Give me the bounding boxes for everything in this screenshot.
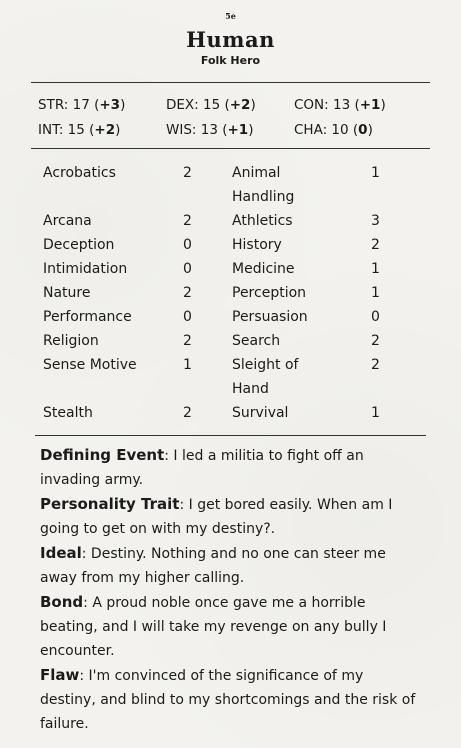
ability-scores bbox=[38, 92, 430, 142]
trait-text: : I get bored easily. When am I going to get on with my destiny?. bbox=[40, 497, 393, 537]
ability-row bbox=[38, 117, 430, 142]
skill-value: 2 bbox=[183, 333, 192, 349]
skill-name: Religion bbox=[43, 333, 99, 349]
skill-value: 2 bbox=[371, 237, 380, 253]
race-title: Human bbox=[186, 27, 275, 52]
skill-name: Acrobatics bbox=[43, 165, 116, 181]
skill-name: Survival bbox=[232, 405, 289, 421]
background-subtitle: Folk Hero bbox=[200, 54, 261, 67]
skill-value: 1 bbox=[371, 261, 380, 277]
divider-middle bbox=[31, 148, 430, 149]
skill-value: 0 bbox=[183, 309, 192, 325]
ability-wis: WIS: 13 (+1) bbox=[166, 121, 254, 138]
trait-text: : A proud noble once gave me a horrible beating, and I will take my revenge on any bully I encounter. bbox=[40, 595, 387, 659]
skill-value: 2 bbox=[183, 285, 192, 301]
trait-ideal bbox=[40, 541, 420, 590]
skill-name: Performance bbox=[43, 309, 132, 325]
skill-name: Stealth bbox=[43, 405, 93, 421]
ability-str: STR: 17 (+3) bbox=[38, 96, 126, 113]
trait-flaw bbox=[40, 663, 420, 736]
ability-row bbox=[38, 92, 430, 117]
skill-value: 0 bbox=[183, 237, 192, 253]
skill-name: Athletics bbox=[232, 213, 293, 229]
skill-name: Persuasion bbox=[232, 309, 308, 325]
trait-bond bbox=[40, 590, 420, 663]
skill-row bbox=[43, 233, 403, 257]
divider-top bbox=[31, 82, 430, 83]
skill-name: Medicine bbox=[232, 261, 295, 277]
skill-row bbox=[43, 281, 403, 305]
skill-value: 1 bbox=[371, 405, 380, 421]
skill-value: 0 bbox=[371, 309, 380, 325]
trait-personality bbox=[40, 492, 420, 541]
skill-name: Deception bbox=[43, 237, 115, 253]
skill-row bbox=[43, 329, 403, 353]
skill-value: 2 bbox=[183, 165, 192, 181]
skill-value: 1 bbox=[183, 357, 192, 373]
trait-label: Flaw bbox=[40, 666, 80, 684]
skill-name: Arcana bbox=[43, 213, 92, 229]
skill-name: Nature bbox=[43, 285, 91, 301]
ability-int: INT: 15 (+2) bbox=[38, 121, 121, 138]
ability-con: CON: 13 (+1) bbox=[294, 96, 386, 113]
ability-cha: CHA: 10 (0) bbox=[294, 121, 373, 138]
trait-label: Personality Trait bbox=[40, 495, 180, 513]
skill-row bbox=[43, 353, 403, 401]
skill-name: Animal Handling bbox=[232, 165, 295, 205]
trait-label: Ideal bbox=[40, 544, 82, 562]
skill-row bbox=[43, 161, 403, 209]
ability-dex: DEX: 15 (+2) bbox=[166, 96, 256, 113]
skill-value: 0 bbox=[183, 261, 192, 277]
skill-name: Search bbox=[232, 333, 281, 349]
skill-value: 1 bbox=[371, 165, 380, 181]
trait-text: : Destiny. Nothing and no one can steer me away from my higher calling. bbox=[40, 546, 386, 586]
skill-name: Sense Motive bbox=[43, 357, 137, 373]
skill-name: History bbox=[232, 237, 282, 253]
trait-text: : I'm convinced of the significance of my destiny, and blind to my shortcomings and the risk of failure. bbox=[40, 668, 416, 732]
trait-defining-event bbox=[40, 443, 420, 492]
trait-text: : I led a militia to fight off an invading army. bbox=[40, 448, 364, 488]
skill-row bbox=[43, 401, 403, 425]
skills-table bbox=[43, 161, 403, 425]
skill-value: 2 bbox=[371, 357, 380, 373]
trait-label: Defining Event bbox=[40, 446, 165, 464]
skill-name: Sleight of Hand bbox=[232, 357, 299, 397]
skill-value: 1 bbox=[371, 285, 380, 301]
skill-value: 2 bbox=[183, 405, 192, 421]
skill-value: 2 bbox=[371, 333, 380, 349]
skill-row bbox=[43, 305, 403, 329]
trait-label: Bond bbox=[40, 593, 84, 611]
edition-label: 5e bbox=[225, 11, 236, 21]
skill-name: Perception bbox=[232, 285, 307, 301]
skill-name: Intimidation bbox=[43, 261, 128, 277]
skill-value: 3 bbox=[371, 213, 380, 229]
skill-value: 2 bbox=[183, 213, 192, 229]
divider-bottom bbox=[35, 435, 426, 436]
skill-row bbox=[43, 209, 403, 233]
skill-row bbox=[43, 257, 403, 281]
traits-section bbox=[40, 443, 420, 736]
